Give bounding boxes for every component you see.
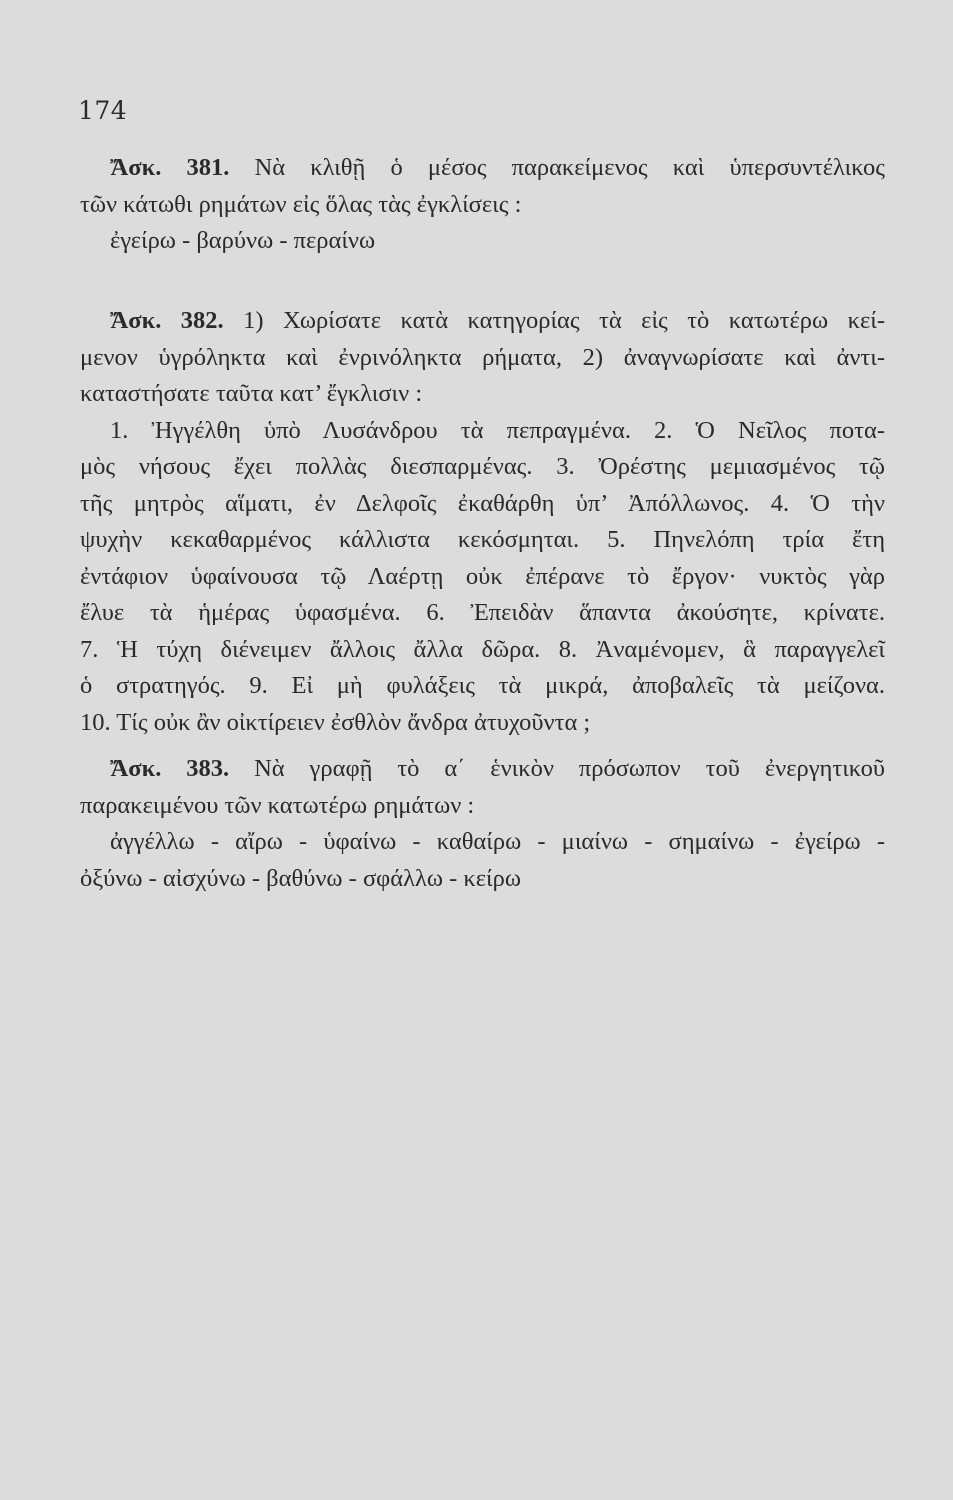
- passage-line: ψυχὴν κεκαθαρμένος κάλλιστα κεκόσμηται. 5. Πηνελόπη τρία ἔτη: [80, 526, 885, 553]
- exercise-label: Ἄσκ. 381.: [110, 154, 230, 181]
- verb-list: ἐγείρω - βαρύνω - περαίνω: [110, 227, 376, 254]
- exercise-383: [80, 751, 885, 897]
- exercise-382: [80, 303, 885, 741]
- passage-line: τῆς μητρὸς αἵματι, ἐν Δελφοῖς ἐκαθάρθη ὑπ’ Ἀπόλλωνος. 4. Ὁ τὴν: [80, 489, 885, 517]
- passage-line: ὁ στρατηγός. 9. Εἰ μὴ φυλάξεις τὰ μικρά, ἀποβαλεῖς τὰ μείζονα.: [80, 672, 885, 699]
- page-number: 174: [78, 96, 128, 125]
- passage-line: μὸς νήσους ἔχει πολλὰς διεσπαρμένας. 3. Ὀρέστης μεμιασμένος τῷ: [80, 453, 885, 480]
- verb-list: ὀξύνω - αἰσχύνω - βαθύνω - σφάλλω - κείρω: [80, 864, 521, 892]
- passage-line: ἐντάφιον ὑφαίνουσα τῷ Λαέρτῃ οὐκ ἐπέρανε τὸ ἔργον· νυκτὸς γὰρ: [80, 562, 885, 590]
- exercise-line: Ἄσκ. 381. Νὰ κλιθῇ ὁ μέσος παρακείμενος καὶ ὑπερσυντέλικος: [110, 154, 885, 181]
- exercise-line: Ἄσκ. 382. 1) Χωρίσατε κατὰ κατηγορίας τὰ εἰς τὸ κατωτέρω κεί-: [110, 307, 885, 334]
- exercise-381: [80, 150, 885, 260]
- exercise-label: Ἄσκ. 383.: [110, 755, 230, 782]
- exercise-line: μενον ὑγρόληκτα καὶ ἐνρινόληκτα ρήματα, 2) ἀναγνωρίσατε καὶ ἀντι-: [80, 343, 885, 371]
- passage-line: 7. Ἡ τύχη διένειμεν ἄλλοις ἄλλα δῶρα. 8. Ἀναμένομεν, ἃ παραγγελεῖ: [80, 635, 885, 663]
- exercise-line: καταστήσατε ταῦτα κατ’ ἔγκλισιν :: [80, 380, 423, 407]
- exercise-line: τῶν κάτωθι ρημάτων εἰς ὅλας τὰς ἐγκλίσεις :: [80, 190, 522, 218]
- passage-line: ἔλυε τὰ ἡμέρας ὑφασμένα. 6. Ἐπειδὰν ἅπαντα ἀκούσητε, κρίνατε.: [80, 599, 885, 626]
- exercise-label: Ἄσκ. 382.: [110, 307, 224, 334]
- passage-line: 1. Ἠγγέλθη ὑπὸ Λυσάνδρου τὰ πεπραγμένα. 2. Ὁ Νεῖλος ποτα-: [110, 416, 885, 444]
- exercise-line: Ἄσκ. 383. Νὰ γραφῇ τὸ α΄ ἑνικὸν πρόσωπον τοῦ ἐνεργητικοῦ: [110, 755, 885, 782]
- exercise-line: παρακειμένου τῶν κατωτέρω ρημάτων :: [80, 791, 475, 819]
- passage-line: 10. Τίς οὐκ ἂν οἰκτίρειεν ἐσθλὸν ἄνδρα ἀτυχοῦντα ;: [80, 708, 591, 736]
- verb-list: ἀγγέλλω - αἴρω - ὑφαίνω - καθαίρω - μιαίνω - σημαίνω - ἐγείρω -: [110, 828, 885, 855]
